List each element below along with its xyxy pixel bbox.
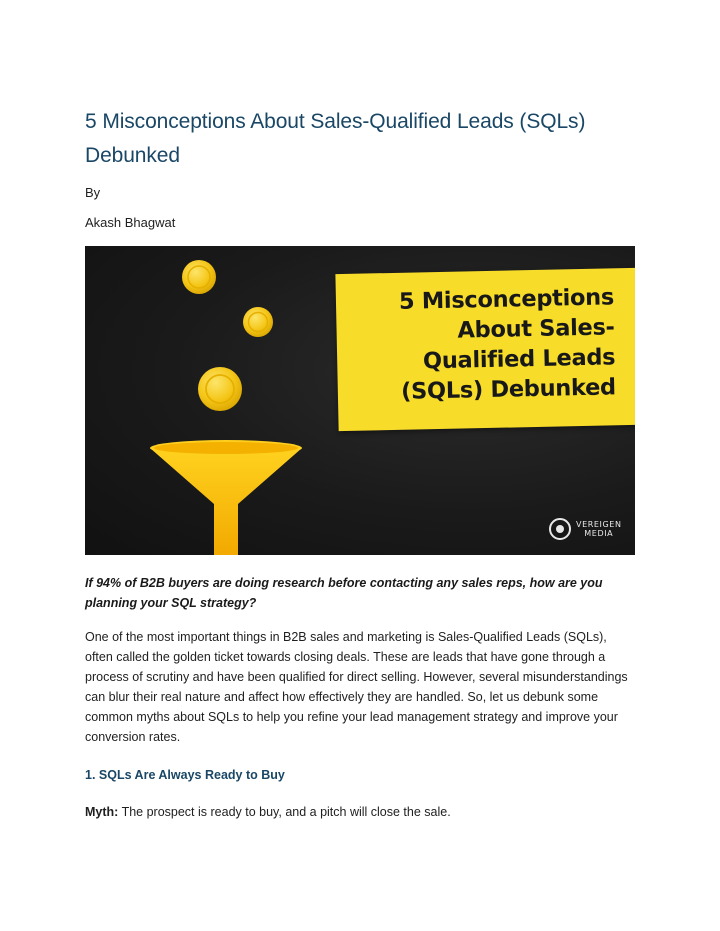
- banner-line: Qualified Leads: [422, 344, 616, 375]
- brand-name: [576, 520, 622, 538]
- coin-icon: [182, 260, 216, 294]
- brand-line: VEREIGEN: [576, 520, 622, 529]
- myth-label: Myth:: [85, 805, 119, 819]
- by-label: By: [85, 185, 101, 200]
- coin-icon: [198, 367, 242, 411]
- author-name: Akash Bhagwat: [85, 215, 176, 230]
- banner-heading: [344, 282, 616, 408]
- myth-text: The prospect is ready to buy, and a pitch will close the sale.: [118, 805, 451, 819]
- myth-paragraph: [85, 803, 635, 821]
- section-heading: 1. SQLs Are Always Ready to Buy: [85, 768, 285, 782]
- intro-question: If 94% of B2B buyers are doing research before contacting any sales reps, how are you planning your SQL strategy?: [85, 576, 603, 610]
- banner-line: About Sales-: [457, 314, 615, 344]
- banner-line: 5 Misconceptions: [398, 284, 615, 315]
- banner-line: (SQLs) Debunked: [400, 374, 617, 405]
- hero-banner: [335, 268, 635, 431]
- funnel-icon: [150, 440, 302, 555]
- document-title: 5 Misconceptions About Sales-Qualified Leads (SQLs) Debunked: [85, 110, 586, 167]
- brand-logo: [549, 518, 622, 540]
- document-page: [85, 105, 635, 821]
- vereigen-seal-icon: [549, 518, 571, 540]
- coin-icon: [243, 307, 273, 337]
- intro-paragraph: One of the most important things in B2B sales and marketing is Sales-Qualified Leads (SQLs), often called the golden ticket towards closing deals. These are leads that have gone through a process of scrutiny and have been qualified for direct selling. However, several misunderstandings can blur their real nature and affect how effectively they are handled. So, let us debunk some common myths about SQLs to help you refine your lead management strategy and improve your conversion rates.: [85, 630, 628, 744]
- hero-image: [85, 246, 635, 555]
- brand-line: MEDIA: [584, 529, 614, 538]
